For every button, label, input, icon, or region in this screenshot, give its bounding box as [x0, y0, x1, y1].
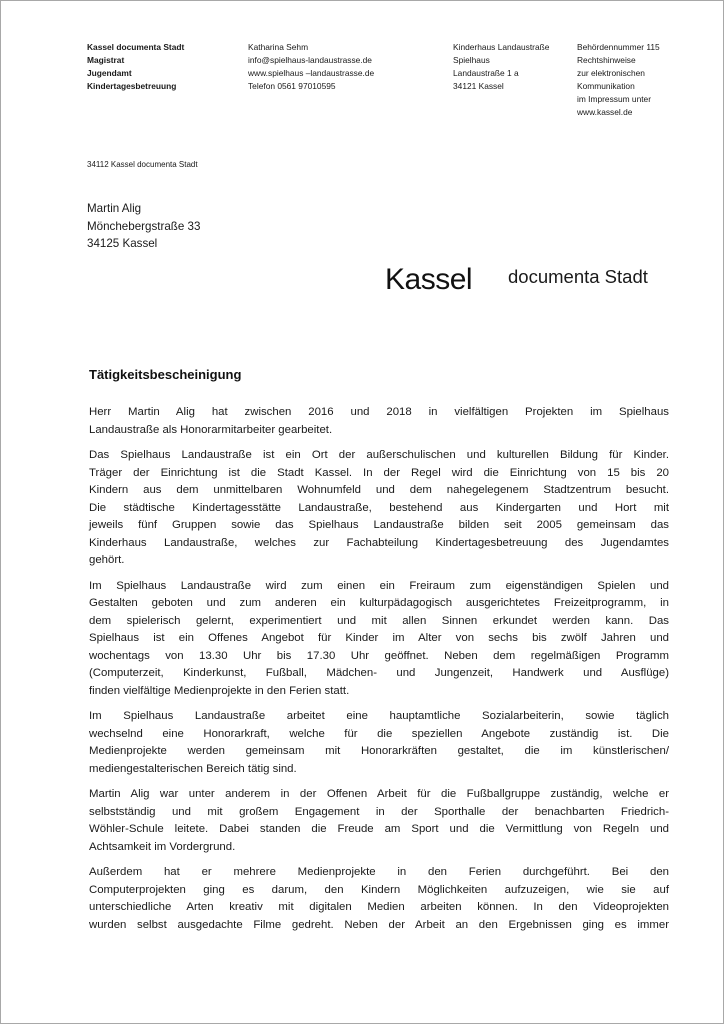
text-line: Träger der Einrichtung ist die Stadt Kassel. In der Regel wird die Einrichtung von 15 bis 20 [89, 466, 669, 479]
text-line: dem spielerisch gelernt, experimentiert und mit allen Sinnen erkundet werden kann. Das [89, 614, 669, 627]
letterhead-address [453, 41, 549, 93]
text-line: Herr Martin Alig hat zwischen 2016 und 2018 in vielfältigen Projekten im Spielhaus [89, 406, 669, 418]
text-line: selbstständig und mit großem Engagement in der Sporthalle der benachbarten Friedrich- [89, 805, 669, 818]
text-line: Im Spielhaus Landaustraße wird zum einen ein Freiraum zum eigenständigen Spielen und [89, 579, 669, 592]
contact-website: www.spielhaus –landaustrasse.de [248, 68, 375, 78]
paragraph [89, 864, 669, 934]
letterhead-line: Kassel documenta Stadt [87, 42, 185, 52]
text-line: Das Spielhaus Landaustraße ist ein Ort der außerschulischen und kulturellen Bildung für Kinder. [89, 449, 669, 461]
paragraph [89, 708, 669, 778]
text-line: (Computerzeit, Kinderkunst, Fußball, Mädchen- und Jungenzeit, Handwerk und Ausflüge) [89, 667, 669, 679]
text-line: finden vielfältige Medienprojekte in den Ferien statt. [89, 684, 350, 697]
text-line: jeweils fünf Gruppen sowie das Spielhaus Landaustraße bilden seit 2005 gemeinsam das [89, 519, 669, 531]
letterhead-line: zur elektronischen [577, 68, 645, 78]
text-line: Außerdem hat er mehrere Medienprojekte in den Ferien durchgeführt. Bei den [89, 866, 669, 878]
contact-name: Katharina Sehm [248, 42, 309, 52]
paragraph [89, 447, 669, 570]
text-line: Kinderhaus Landaustraße, welches zur Fachabteilung Kindertagesbetreuung des Jugendamtes [89, 536, 669, 549]
letterhead-line: Magistrat [87, 55, 125, 65]
letterhead-line: Behördennummer 115 [577, 42, 660, 52]
letterhead-legal [577, 41, 660, 119]
text-line: Gestalten geboten und zum anderen ein kulturpädagogisch ausgerichtetes Freizeitprogramm, in [89, 597, 669, 609]
text-line: Im Spielhaus Landaustraße arbeitet eine hauptamtliche Sozialarbeiterin, sowie täglich [89, 710, 669, 722]
text-line: Computerprojekten ging es darum, den Kindern Möglichkeiten aufzuzeigen, wie sie auf [89, 883, 669, 896]
letterhead-line: 34121 Kassel [453, 81, 504, 91]
sender-return-line: 34112 Kassel documenta Stadt [87, 160, 198, 169]
paragraph [89, 578, 669, 701]
letterhead-line: Kommunikation [577, 81, 635, 91]
text-line: Landaustraße als Honorarmitarbeiter gearbeitet. [89, 423, 333, 436]
letterhead-authority [87, 41, 184, 93]
text-line: Spielhaus ist ein Offenes Angebot für Kinder im Alter von sechs bis zwölf Jahren und [89, 632, 669, 644]
letterhead-line: Spielhaus [453, 55, 490, 65]
document-body [89, 404, 669, 942]
contact-email: info@spielhaus-landaustrasse.de [248, 55, 372, 65]
recipient-street: Mönchebergstraße 33 [87, 219, 201, 233]
text-line: gehört. [89, 554, 125, 566]
text-line: unterschiedliche Arten kreativ mit digitalen Medien arbeiten können. In den Videoprojekten [89, 901, 669, 913]
paragraph [89, 786, 669, 856]
recipient-city: 34125 Kassel [87, 237, 158, 250]
text-line: wochentags von 13.30 Uhr bis 17.30 Uhr geöffnet. Neben dem regelmäßigen Programm [89, 649, 669, 662]
text-line: Wöhler-Schule leitete. Dabei standen die Freude am Sport und die Vermittlung von Regeln und [89, 823, 669, 835]
text-line: Martin Alig war unter anderem in der Offenen Arbeit für die Fußballgruppe zuständig, welche er [89, 788, 669, 800]
letterhead-contact [248, 41, 374, 93]
logo-documenta-stadt: documenta Stadt [508, 266, 648, 287]
text-line: Die städtische Kindertagesstätte Landaustraße, bestehend aus Kindergarten und Hort mit [89, 501, 669, 514]
recipient-name: Martin Alig [87, 202, 142, 215]
text-line: Achtsamkeit im Vordergrund. [89, 840, 236, 853]
text-line: wechselnd eine Honorarkraft, welche für die speziellen Angebote zuständig ist. Die [89, 727, 669, 740]
contact-phone: Telefon 0561 97010595 [248, 81, 336, 91]
letterhead-line: im Impressum unter [577, 94, 651, 104]
text-line: mediengestalterischen Bereich tätig sind. [89, 762, 297, 775]
paragraph [89, 404, 669, 439]
text-line: Medienprojekte werden gemeinsam mit Honorarkräften gestaltet, die im künstlerischen/ [89, 745, 669, 757]
letterhead-line: Landaustraße 1 a [453, 68, 519, 78]
logo-kassel: Kassel [385, 263, 473, 296]
document-title: Tätigkeitsbescheinigung [89, 367, 242, 382]
recipient-address [87, 200, 200, 253]
letterhead-line: Kinderhaus Landaustraße [453, 42, 550, 52]
letterhead-line: Rechtshinweise [577, 55, 636, 65]
letterhead-line: Kindertagesbetreuung [87, 81, 177, 91]
letterhead-line: Jugendamt [87, 68, 132, 78]
letterhead-line: www.kassel.de [577, 107, 633, 117]
text-line: Kindern aus dem unmittelbaren Wohnumfeld und dem nahegelegenem Stadtzentrum besucht. [89, 484, 669, 496]
text-line: wurden selbst ausgedachte Filme gedreht. Neben der Arbeit an den Ergebnissen ging es immer [89, 918, 669, 931]
